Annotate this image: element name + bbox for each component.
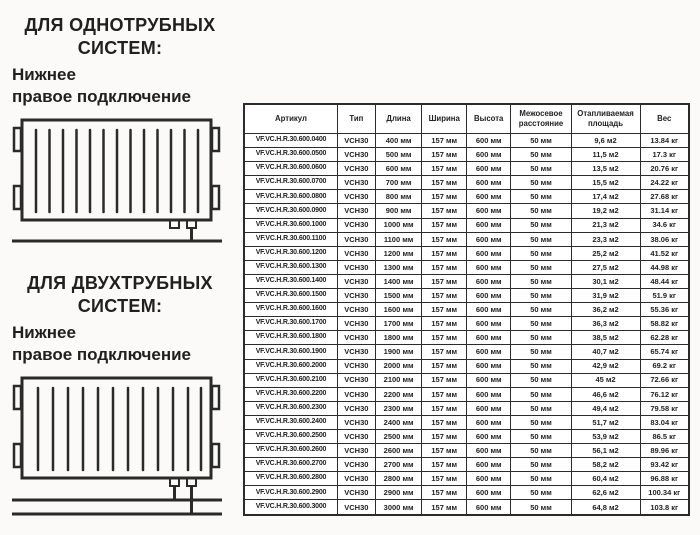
table-cell: 600 мм: [466, 429, 511, 443]
table-cell: 600 мм: [466, 204, 511, 218]
table-cell: 600 мм: [466, 218, 511, 232]
table-cell: 600 мм: [466, 415, 511, 429]
radiator-tab-right-bottom: [212, 186, 219, 209]
table-cell: 45 м2: [571, 373, 640, 387]
table-cell: 19,2 м2: [571, 204, 640, 218]
table-cell: 600 мм: [466, 373, 511, 387]
header-cell: Высота: [466, 104, 511, 134]
table-cell: VCH30: [337, 274, 375, 288]
table-cell: 50 мм: [511, 190, 571, 204]
table-row: [244, 274, 689, 288]
table-cell: 50 мм: [511, 345, 571, 359]
section-subtitle-line2: правое подключение: [12, 345, 191, 365]
table-cell: 2000 мм: [375, 359, 422, 373]
table-cell: VF.VC.H.R.30.600.1700: [244, 317, 337, 331]
table-cell: 11,5 м2: [571, 148, 640, 162]
table-cell: VF.VC.H.R.30.600.2600: [244, 444, 337, 458]
table-cell: VF.VC.H.R.30.600.3000: [244, 500, 337, 515]
table-row: [244, 472, 689, 486]
table-cell: 157 мм: [422, 401, 467, 415]
table-cell: VF.VC.H.R.30.600.0600: [244, 162, 337, 176]
table-cell: 157 мм: [422, 458, 467, 472]
table-cell: 40,7 м2: [571, 345, 640, 359]
section-title-line2: СИСТЕМ:: [77, 37, 163, 58]
header-cell: Межосевое расстояние: [511, 104, 571, 134]
table-row: [244, 289, 689, 303]
table-cell: VF.VC.H.R.30.600.2100: [244, 373, 337, 387]
table-row: [244, 232, 689, 246]
table-cell: 600 мм: [466, 387, 511, 401]
table-cell: 50 мм: [511, 204, 571, 218]
table-row: [244, 345, 689, 359]
table-cell: VCH30: [337, 500, 375, 515]
table-cell: 36,2 м2: [571, 303, 640, 317]
table-cell: 103.8 кг: [640, 500, 689, 515]
table-cell: 50 мм: [511, 289, 571, 303]
table-cell: 2600 мм: [375, 444, 422, 458]
table-cell: 600 мм: [466, 148, 511, 162]
table-cell: VF.VC.H.R.30.600.1500: [244, 289, 337, 303]
section-title-two-pipe: [10, 272, 230, 317]
table-row: [244, 415, 689, 429]
table-cell: 50 мм: [511, 472, 571, 486]
table-cell: 157 мм: [422, 190, 467, 204]
table-cell: 600 мм: [466, 345, 511, 359]
radiator-tab-left-top: [14, 386, 21, 409]
table-cell: VCH30: [337, 331, 375, 345]
table-row: [244, 373, 689, 387]
table-cell: 24.22 кг: [640, 176, 689, 190]
table-cell: 600 мм: [466, 134, 511, 148]
table-cell: 50 мм: [511, 387, 571, 401]
table-cell: 89.96 кг: [640, 444, 689, 458]
table-cell: 50 мм: [511, 444, 571, 458]
table-cell: 50 мм: [511, 260, 571, 274]
table-cell: 96.88 кг: [640, 472, 689, 486]
single-pipe: [12, 228, 222, 241]
table-cell: 25,2 м2: [571, 246, 640, 260]
table-cell: 83.04 кг: [640, 415, 689, 429]
two-pipes: [12, 486, 222, 514]
table-row: [244, 401, 689, 415]
table-cell: VCH30: [337, 148, 375, 162]
table-cell: 17.3 кг: [640, 148, 689, 162]
table-cell: 3000 мм: [375, 500, 422, 515]
table-cell: 50 мм: [511, 162, 571, 176]
table-cell: 50 мм: [511, 134, 571, 148]
table-cell: 600 мм: [466, 401, 511, 415]
table-cell: VF.VC.H.R.30.600.2000: [244, 359, 337, 373]
table-cell: VF.VC.H.R.30.600.0500: [244, 148, 337, 162]
table-cell: 21,3 м2: [571, 218, 640, 232]
table-cell: 400 мм: [375, 134, 422, 148]
table-cell: 157 мм: [422, 500, 467, 515]
spec-table-body: [244, 134, 689, 516]
table-cell: 2400 мм: [375, 415, 422, 429]
table-cell: 600 мм: [466, 359, 511, 373]
table-cell: 600 мм: [466, 176, 511, 190]
table-cell: VF.VC.H.R.30.600.1400: [244, 274, 337, 288]
table-cell: 56,1 м2: [571, 444, 640, 458]
table-cell: 1700 мм: [375, 317, 422, 331]
table-cell: 600 мм: [466, 317, 511, 331]
table-cell: 157 мм: [422, 359, 467, 373]
table-row: [244, 387, 689, 401]
table-cell: 44.98 кг: [640, 260, 689, 274]
table-cell: 65.74 кг: [640, 345, 689, 359]
radiator-tab-right-top: [212, 128, 219, 151]
table-cell: VCH30: [337, 387, 375, 401]
table-cell: 27,5 м2: [571, 260, 640, 274]
table-cell: VF.VC.H.R.30.600.0700: [244, 176, 337, 190]
table-row: [244, 148, 689, 162]
table-cell: 60,4 м2: [571, 472, 640, 486]
table-cell: VF.VC.H.R.30.600.2200: [244, 387, 337, 401]
table-cell: 62,6 м2: [571, 486, 640, 500]
table-cell: 157 мм: [422, 176, 467, 190]
table-cell: VCH30: [337, 359, 375, 373]
table-cell: VCH30: [337, 176, 375, 190]
table-cell: 100.34 кг: [640, 486, 689, 500]
table-cell: VF.VC.H.R.30.600.1800: [244, 331, 337, 345]
table-cell: 600 мм: [466, 274, 511, 288]
table-cell: VCH30: [337, 415, 375, 429]
table-cell: 2100 мм: [375, 373, 422, 387]
table-row: [244, 303, 689, 317]
table-cell: 55.36 кг: [640, 303, 689, 317]
table-cell: 86.5 кг: [640, 429, 689, 443]
table-cell: 800 мм: [375, 190, 422, 204]
table-cell: 30,1 м2: [571, 274, 640, 288]
table-row: [244, 218, 689, 232]
table-cell: VCH30: [337, 218, 375, 232]
spec-table-wrap: [243, 103, 690, 516]
table-cell: VF.VC.H.R.30.600.2500: [244, 429, 337, 443]
table-cell: 38,5 м2: [571, 331, 640, 345]
table-cell: VF.VC.H.R.30.600.1900: [244, 345, 337, 359]
table-row: [244, 190, 689, 204]
table-cell: 50 мм: [511, 232, 571, 246]
table-cell: 51.9 кг: [640, 289, 689, 303]
section-subtitle-line2: правое подключение: [12, 87, 191, 107]
table-cell: 1800 мм: [375, 331, 422, 345]
table-row: [244, 500, 689, 515]
table-cell: 2500 мм: [375, 429, 422, 443]
table-cell: 157 мм: [422, 331, 467, 345]
table-cell: 157 мм: [422, 246, 467, 260]
header-cell: Отапливаемая площадь: [571, 104, 640, 134]
table-cell: 157 мм: [422, 232, 467, 246]
table-cell: 157 мм: [422, 486, 467, 500]
table-cell: VCH30: [337, 317, 375, 331]
header-cell: Ширина: [422, 104, 467, 134]
table-cell: 48.44 кг: [640, 274, 689, 288]
table-cell: 2700 мм: [375, 458, 422, 472]
table-cell: 51,7 м2: [571, 415, 640, 429]
table-cell: 157 мм: [422, 148, 467, 162]
table-cell: 500 мм: [375, 148, 422, 162]
table-cell: VCH30: [337, 204, 375, 218]
table-cell: 76.12 кг: [640, 387, 689, 401]
table-cell: VCH30: [337, 345, 375, 359]
table-cell: 38.06 кг: [640, 232, 689, 246]
table-cell: 79.58 кг: [640, 401, 689, 415]
table-cell: 600 мм: [466, 289, 511, 303]
table-cell: 50 мм: [511, 246, 571, 260]
table-cell: 50 мм: [511, 218, 571, 232]
table-cell: 50 мм: [511, 401, 571, 415]
table-cell: 157 мм: [422, 317, 467, 331]
table-cell: 900 мм: [375, 204, 422, 218]
table-cell: 2300 мм: [375, 401, 422, 415]
table-cell: VF.VC.H.R.30.600.0400: [244, 134, 337, 148]
section-title-line1: ДЛЯ ДВУХТРУБНЫХ: [27, 273, 213, 293]
table-cell: 157 мм: [422, 260, 467, 274]
table-cell: 58,2 м2: [571, 458, 640, 472]
table-row: [244, 331, 689, 345]
spec-table-head-row: [244, 104, 689, 134]
table-cell: VF.VC.H.R.30.600.0900: [244, 204, 337, 218]
table-cell: 157 мм: [422, 303, 467, 317]
table-cell: 600 мм: [466, 232, 511, 246]
table-row: [244, 260, 689, 274]
section-subtitle-single-pipe: [12, 64, 238, 108]
table-cell: 157 мм: [422, 429, 467, 443]
table-cell: VCH30: [337, 303, 375, 317]
table-cell: 13,5 м2: [571, 162, 640, 176]
table-cell: 600 мм: [466, 162, 511, 176]
table-cell: 1600 мм: [375, 303, 422, 317]
table-row: [244, 359, 689, 373]
table-cell: VF.VC.H.R.30.600.1000: [244, 218, 337, 232]
table-cell: 50 мм: [511, 415, 571, 429]
table-cell: 2200 мм: [375, 387, 422, 401]
single-pipe-radiator-diagram: [12, 116, 228, 250]
section-subtitle-line1: Нижнее: [12, 65, 76, 84]
table-row: [244, 162, 689, 176]
table-cell: VF.VC.H.R.30.600.0800: [244, 190, 337, 204]
table-cell: VCH30: [337, 162, 375, 176]
table-cell: 50 мм: [511, 303, 571, 317]
table-cell: VCH30: [337, 373, 375, 387]
radiator-tab-right-bottom: [212, 444, 219, 467]
table-cell: VCH30: [337, 444, 375, 458]
table-cell: 157 мм: [422, 289, 467, 303]
table-cell: 157 мм: [422, 387, 467, 401]
table-cell: 600 мм: [466, 472, 511, 486]
section-subtitle-two-pipe: [12, 322, 238, 366]
table-cell: 157 мм: [422, 204, 467, 218]
table-cell: VF.VC.H.R.30.600.1600: [244, 303, 337, 317]
header-cell: Тип: [337, 104, 375, 134]
table-cell: 9,6 м2: [571, 134, 640, 148]
radiator-tab-right-top: [212, 386, 219, 409]
table-cell: 1500 мм: [375, 289, 422, 303]
table-cell: VCH30: [337, 289, 375, 303]
radiator-fins: [38, 388, 201, 470]
table-cell: 50 мм: [511, 331, 571, 345]
table-cell: VCH30: [337, 401, 375, 415]
table-cell: 600 мм: [466, 303, 511, 317]
left-panel: [10, 0, 240, 535]
table-cell: 2800 мм: [375, 472, 422, 486]
table-cell: 1100 мм: [375, 232, 422, 246]
table-cell: 58.82 кг: [640, 317, 689, 331]
table-cell: 93.42 кг: [640, 458, 689, 472]
table-cell: 600 мм: [466, 458, 511, 472]
table-cell: VCH30: [337, 429, 375, 443]
table-cell: 157 мм: [422, 134, 467, 148]
table-cell: 41.52 кг: [640, 246, 689, 260]
table-cell: 157 мм: [422, 373, 467, 387]
table-row: [244, 317, 689, 331]
radiator-tab-left-bottom: [14, 444, 21, 467]
section-title-single-pipe: [10, 14, 230, 59]
table-cell: VCH30: [337, 486, 375, 500]
table-cell: 49,4 м2: [571, 401, 640, 415]
table-cell: VCH30: [337, 190, 375, 204]
table-cell: 600 мм: [466, 331, 511, 345]
table-cell: 50 мм: [511, 359, 571, 373]
table-cell: VF.VC.H.R.30.600.2300: [244, 401, 337, 415]
table-cell: 34.6 кг: [640, 218, 689, 232]
table-cell: VCH30: [337, 134, 375, 148]
table-cell: VCH30: [337, 260, 375, 274]
table-cell: 53,9 м2: [571, 429, 640, 443]
table-cell: 157 мм: [422, 274, 467, 288]
table-cell: 50 мм: [511, 148, 571, 162]
table-row: [244, 429, 689, 443]
table-cell: 157 мм: [422, 345, 467, 359]
two-pipe-radiator-diagram: [12, 374, 228, 522]
table-cell: 600 мм: [466, 444, 511, 458]
table-cell: 50 мм: [511, 500, 571, 515]
table-cell: 700 мм: [375, 176, 422, 190]
table-row: [244, 246, 689, 260]
section-subtitle-line1: Нижнее: [12, 323, 76, 342]
table-cell: 1300 мм: [375, 260, 422, 274]
table-cell: 31.14 кг: [640, 204, 689, 218]
table-cell: 50 мм: [511, 486, 571, 500]
table-cell: 600 мм: [466, 500, 511, 515]
table-row: [244, 204, 689, 218]
table-cell: 50 мм: [511, 176, 571, 190]
table-cell: VF.VC.H.R.30.600.1100: [244, 232, 337, 246]
table-cell: VCH30: [337, 458, 375, 472]
table-row: [244, 176, 689, 190]
header-cell: Длина: [375, 104, 422, 134]
table-cell: 13.84 кг: [640, 134, 689, 148]
table-cell: 50 мм: [511, 373, 571, 387]
table-cell: 62.28 кг: [640, 331, 689, 345]
table-cell: VF.VC.H.R.30.600.1200: [244, 246, 337, 260]
table-cell: 64,8 м2: [571, 500, 640, 515]
table-cell: 2900 мм: [375, 486, 422, 500]
table-cell: 600 мм: [466, 486, 511, 500]
table-cell: 23,3 м2: [571, 232, 640, 246]
table-row: [244, 134, 689, 148]
table-row: [244, 444, 689, 458]
table-cell: 27.68 кг: [640, 190, 689, 204]
table-cell: VCH30: [337, 232, 375, 246]
table-cell: 600 мм: [466, 190, 511, 204]
table-cell: 1200 мм: [375, 246, 422, 260]
section-title-line2: СИСТЕМ:: [77, 295, 163, 316]
table-cell: 36,3 м2: [571, 317, 640, 331]
table-row: [244, 486, 689, 500]
header-cell: Вес: [640, 104, 689, 134]
section-title-line1: ДЛЯ ОДНОТРУБНЫХ: [24, 15, 216, 35]
table-cell: 600 мм: [375, 162, 422, 176]
table-cell: 600 мм: [466, 260, 511, 274]
table-cell: 50 мм: [511, 429, 571, 443]
radiator-fins: [36, 130, 198, 212]
table-cell: VF.VC.H.R.30.600.1300: [244, 260, 337, 274]
radiator-body: [22, 378, 211, 478]
table-cell: VCH30: [337, 472, 375, 486]
table-row: [244, 458, 689, 472]
table-cell: 46,6 м2: [571, 387, 640, 401]
radiator-tab-left-top: [14, 128, 21, 151]
table-cell: VCH30: [337, 246, 375, 260]
table-cell: 1400 мм: [375, 274, 422, 288]
table-cell: VF.VC.H.R.30.600.2700: [244, 458, 337, 472]
table-cell: 15,5 м2: [571, 176, 640, 190]
radiator-tab-left-bottom: [14, 186, 21, 209]
table-cell: 157 мм: [422, 415, 467, 429]
table-cell: 17,4 м2: [571, 190, 640, 204]
table-cell: 31,9 м2: [571, 289, 640, 303]
table-cell: 1900 мм: [375, 345, 422, 359]
spec-table: [243, 103, 690, 516]
table-cell: VF.VC.H.R.30.600.2400: [244, 415, 337, 429]
table-cell: 20.76 кг: [640, 162, 689, 176]
header-cell: Артикул: [244, 104, 337, 134]
table-cell: 69.2 кг: [640, 359, 689, 373]
table-cell: 157 мм: [422, 444, 467, 458]
table-cell: VF.VC.H.R.30.600.2900: [244, 486, 337, 500]
table-cell: 600 мм: [466, 246, 511, 260]
table-cell: 157 мм: [422, 218, 467, 232]
table-cell: 157 мм: [422, 162, 467, 176]
table-cell: 157 мм: [422, 472, 467, 486]
table-cell: 1000 мм: [375, 218, 422, 232]
table-cell: 50 мм: [511, 458, 571, 472]
table-cell: 50 мм: [511, 317, 571, 331]
table-cell: VF.VC.H.R.30.600.2800: [244, 472, 337, 486]
table-cell: 50 мм: [511, 274, 571, 288]
table-cell: 72.66 кг: [640, 373, 689, 387]
table-cell: 42,9 м2: [571, 359, 640, 373]
